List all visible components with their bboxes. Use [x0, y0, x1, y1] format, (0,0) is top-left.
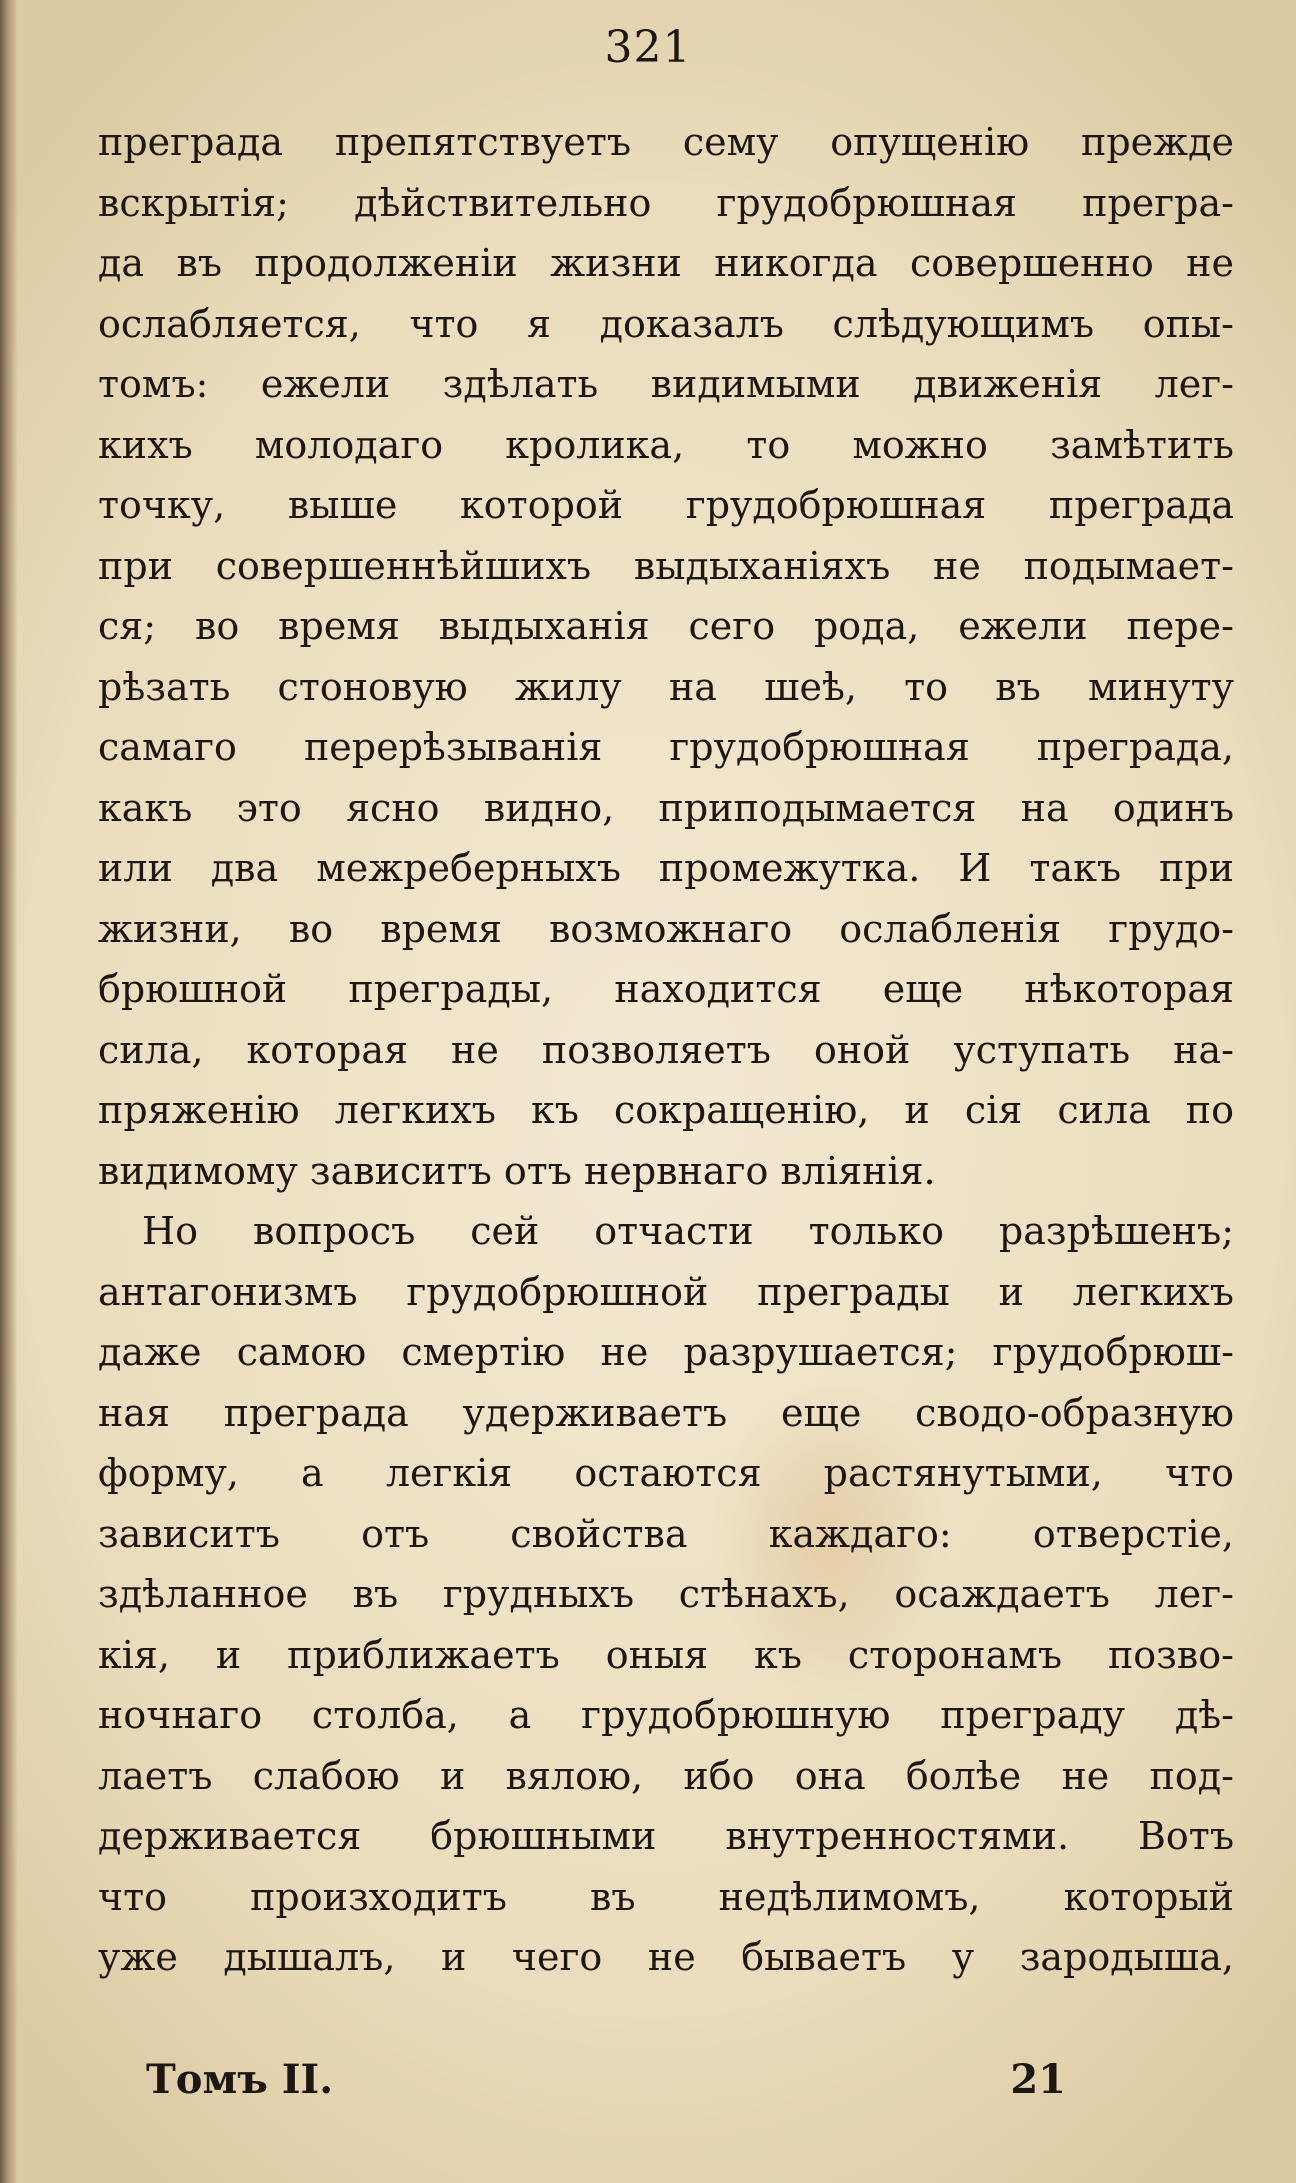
text-line: кія, и приближаетъ оныя къ сторонамъ позво-: [98, 1632, 1234, 1677]
text-line: антагонизмъ грудобрюшной преграды и легкихъ: [98, 1269, 1234, 1314]
text-line: ная преграда удерживаетъ еще сводо-образную: [98, 1390, 1234, 1435]
text-line: брюшной преграды, находится еще нѣкоторая: [98, 967, 1234, 1011]
text-line: ся; во время выдыханія сего рода, ежели пере-: [98, 604, 1234, 648]
page-footer: [146, 2056, 1066, 2116]
text-line: видимому зависитъ отъ нервнаго вліянія.: [98, 1148, 936, 1193]
text-line: преграда препятствуетъ сему опущенію прежде: [98, 120, 1234, 164]
text-line: ночнаго столба, а грудобрюшную преграду дѣ-: [98, 1693, 1234, 1737]
text-line: самаго перерѣзыванія грудобрюшная преграда,: [98, 725, 1234, 769]
text-line: при совершеннѣйшихъ выдыханіяхъ не подымает-: [98, 543, 1234, 588]
text-line: форму, а легкія остаются растянутыми, что: [98, 1451, 1234, 1495]
volume-label: Томъ II.: [146, 2056, 334, 2103]
text-line: томъ: ежели здѣлать видимыми движенія лег-: [98, 362, 1234, 406]
text-line: даже самою смертію не разрушается; грудобрюш-: [98, 1330, 1234, 1374]
body-text: [98, 112, 1234, 1988]
page-binding-edge: [0, 0, 18, 2183]
text-line: кихъ молодаго кролика, то можно замѣтить: [98, 422, 1234, 467]
text-line: или два межреберныхъ промежутка. И такъ при: [98, 846, 1234, 890]
text-line: жизни, во время возможнаго ослабленія грудо-: [98, 906, 1234, 951]
text-line: пряженію легкихъ къ сокращенію, и сія сила по: [98, 1088, 1234, 1132]
text-line: точку, выше которой грудобрюшная преграда: [98, 483, 1234, 527]
text-line: держивается брюшными внутренностями. Вотъ: [98, 1814, 1234, 1858]
text-line: какъ это ясно видно, приподымается на одинъ: [98, 785, 1234, 830]
text-line: ослабляется, что я доказалъ слѣдующимъ опы-: [98, 301, 1234, 346]
text-line: сила, которая не позволяетъ оной уступать на-: [98, 1027, 1234, 1072]
text-line: зависитъ отъ свойства каждаго: отверстіе,: [98, 1511, 1234, 1556]
paragraph-first-line: Но вопросъ сей отчасти только разрѣшенъ;: [142, 1209, 1234, 1253]
text-line: да въ продолженіи жизни никогда совершенно не: [98, 241, 1234, 285]
text-line: уже дышалъ, и чего не бываетъ у зародыша,: [98, 1935, 1234, 1979]
text-line: вскрытія; дѣйствительно грудобрюшная прегра-: [98, 180, 1234, 225]
text-line: здѣланное въ грудныхъ стѣнахъ, осаждаетъ лег-: [98, 1572, 1234, 1616]
page-number: 321: [604, 22, 692, 73]
text-line: лаетъ слабою и вялою, ибо она болѣе не под-: [98, 1753, 1234, 1798]
signature-mark: 21: [1010, 2056, 1066, 2103]
text-line: что произходитъ въ недѣлимомъ, который: [98, 1874, 1234, 1919]
text-line: рѣзать стоновую жилу на шеѣ, то въ минуту: [98, 664, 1234, 709]
